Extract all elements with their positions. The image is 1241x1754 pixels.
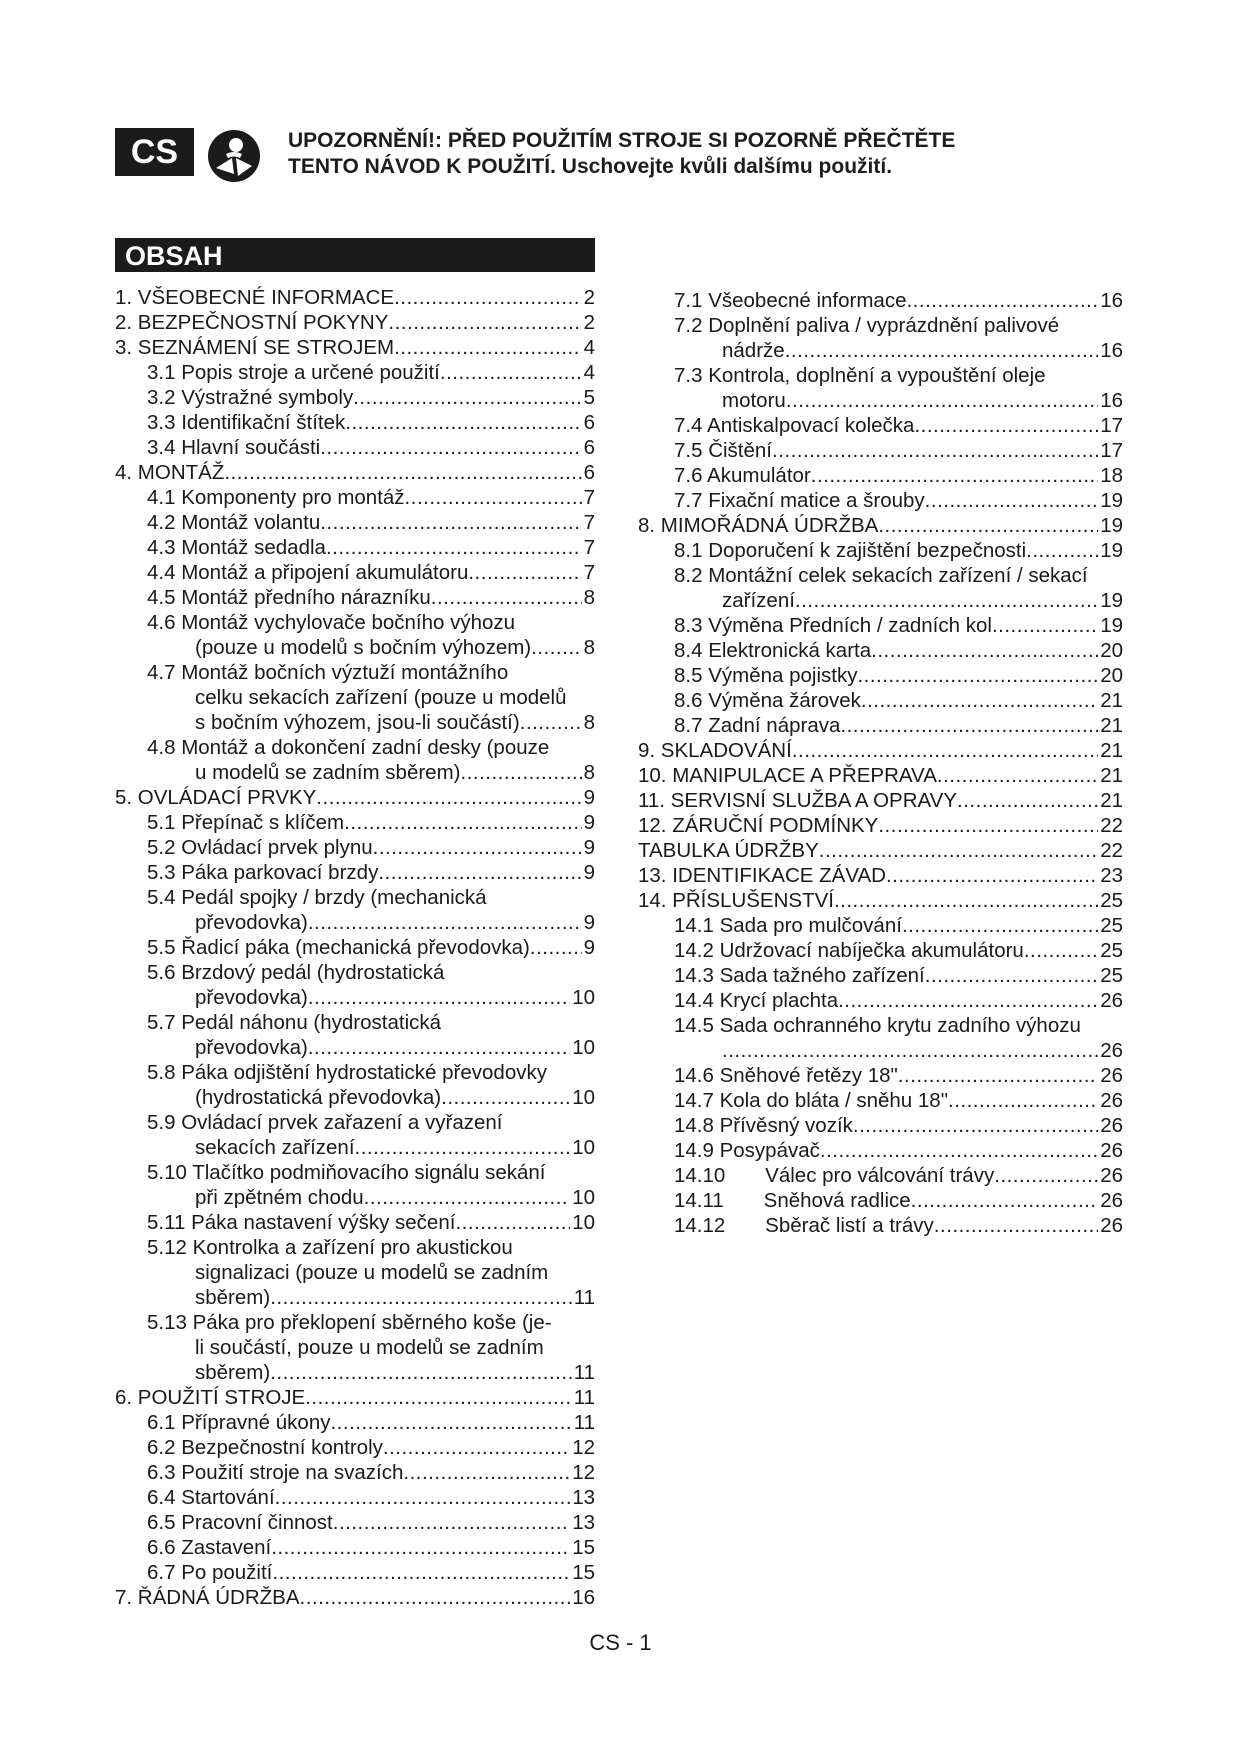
toc-entry[interactable]: 3.1 Popis stroje a určené použití ..... 4 bbox=[115, 360, 595, 385]
toc-entry[interactable]: 3.3 Identifikační štítek ..... 6 bbox=[115, 410, 595, 435]
warning-line-2: TENTO NÁVOD K POUŽITÍ. Uschovejte kvůli dalšímu použití. bbox=[288, 155, 893, 178]
read-manual-icon bbox=[206, 128, 262, 184]
toc-entry[interactable]: 6.6 Zastavení ..... 15 bbox=[115, 1535, 595, 1560]
toc-entry[interactable]: 5.5 Řadicí páka (mechanická převodovka) ..... 9 bbox=[115, 935, 595, 960]
toc-entry[interactable]: převodovka) ..... 10 bbox=[115, 985, 595, 1010]
toc-entry-text[interactable]: signalizaci (pouze u modelů se zadním bbox=[195, 1261, 549, 1284]
toc-entry[interactable]: 7.4 Antiskalpovací kolečka ..... 17 bbox=[638, 413, 1123, 438]
toc-entry[interactable]: 6.5 Pracovní činnost ..... 13 bbox=[115, 1510, 595, 1535]
toc-entry[interactable]: (hydrostatická převodovka) ..... 10 bbox=[115, 1085, 595, 1110]
toc-entry[interactable]: převodovka) ..... 9 bbox=[115, 910, 595, 935]
toc-entry[interactable]: 7.1 Všeobecné informace ..... 16 bbox=[638, 288, 1123, 313]
toc-entry-text[interactable]: 5.12 Kontrolka a zařízení pro akustickou bbox=[147, 1236, 513, 1259]
toc-entry[interactable]: 6.4 Startování ..... 13 bbox=[115, 1485, 595, 1510]
toc-entry[interactable]: 9. SKLADOVÁNÍ ..... 21 bbox=[638, 738, 1123, 763]
toc-entry[interactable]: motoru ..... 16 bbox=[638, 388, 1123, 413]
toc-entry[interactable]: 6.7 Po použití ..... 15 bbox=[115, 1560, 595, 1585]
toc-entry-text[interactable]: 5.8 Páka odjištění hydrostatické převodovky bbox=[147, 1061, 547, 1084]
toc-heading: OBSAH bbox=[115, 238, 595, 272]
toc-entry[interactable]: 8.3 Výměna Předních / zadních kol ..... 19 bbox=[638, 613, 1123, 638]
toc-entry[interactable]: 11. SERVISNÍ SLUŽBA A OPRAVY ..... 21 bbox=[638, 788, 1123, 813]
toc-entry[interactable]: 4.2 Montáž volantu ..... 7 bbox=[115, 510, 595, 535]
toc-entry[interactable]: 14. PŘÍSLUŠENSTVÍ ..... 25 bbox=[638, 888, 1123, 913]
toc-entry-text[interactable]: 4.7 Montáž bočních výztuží montážního bbox=[147, 661, 509, 684]
toc-entry-text[interactable]: 4.8 Montáž a dokončení zadní desky (pouze bbox=[147, 736, 550, 759]
toc-entry[interactable]: 3.4 Hlavní součásti ..... 6 bbox=[115, 435, 595, 460]
toc-entry[interactable]: 4.3 Montáž sedadla ..... 7 bbox=[115, 535, 595, 560]
warning-notice bbox=[288, 128, 1068, 180]
toc-entry[interactable]: 8.4 Elektronická karta ..... 20 bbox=[638, 638, 1123, 663]
toc-entry[interactable]: s bočním výhozem, jsou-li součástí) ..... 8 bbox=[115, 710, 595, 735]
toc-entry-text[interactable]: 4.6 Montáž vychylovače bočního výhozu bbox=[147, 611, 516, 634]
toc-entry[interactable]: 5. OVLÁDACÍ PRVKY ..... 9 bbox=[115, 785, 595, 810]
toc-entry[interactable]: 3.2 Výstražné symboly ..... 5 bbox=[115, 385, 595, 410]
toc-entry[interactable]: (pouze u modelů s bočním výhozem) ..... 8 bbox=[115, 635, 595, 660]
toc-entry[interactable]: 14.8 Přívěsný vozík ..... 26 bbox=[638, 1113, 1123, 1138]
language-badge: CS bbox=[115, 128, 194, 176]
toc-entry-text[interactable]: li součástí, pouze u modelů se zadním bbox=[195, 1336, 544, 1359]
toc-entry[interactable]: 4.5 Montáž předního nárazníku ..... 8 bbox=[115, 585, 595, 610]
toc-entry[interactable]: 8.5 Výměna pojistky ..... 20 bbox=[638, 663, 1123, 688]
toc-entry-text[interactable]: 5.10 Tlačítko podmiňovacího signálu sekání bbox=[147, 1161, 546, 1184]
toc-entry-text[interactable]: 8.2 Montážní celek sekacích zařízení / sekací bbox=[674, 564, 1088, 587]
toc-entry[interactable]: 12. ZÁRUČNÍ PODMÍNKY ..... 22 bbox=[638, 813, 1123, 838]
toc-entry-text[interactable]: 7.3 Kontrola, doplnění a vypouštění oleje bbox=[674, 364, 1046, 387]
toc-entry[interactable]: 7.7 Fixační matice a šrouby ..... 19 bbox=[638, 488, 1123, 513]
warning-line-1: UPOZORNĚNÍ!: PŘED POUŽITÍM STROJE SI POZORNĚ PŘEČTĚTE bbox=[288, 129, 956, 152]
toc-entry[interactable]: 8.6 Výměna žárovek ..... 21 bbox=[638, 688, 1123, 713]
toc-right-column bbox=[638, 288, 1123, 1238]
toc-entry-text[interactable]: 5.4 Pedál spojky / brzdy (mechanická bbox=[147, 886, 487, 909]
toc-entry[interactable]: 6.3 Použití stroje na svazích ..... 12 bbox=[115, 1460, 595, 1485]
toc-entry[interactable]: 1. VŠEOBECNÉ INFORMACE ..... 2 bbox=[115, 285, 595, 310]
toc-entry[interactable]: 2. BEZPEČNOSTNÍ POKYNY ..... 2 bbox=[115, 310, 595, 335]
toc-entry[interactable]: 14.1 Sada pro mulčování ..... 25 bbox=[638, 913, 1123, 938]
toc-entry[interactable]: 6. POUŽITÍ STROJE ..... 11 bbox=[115, 1385, 595, 1410]
toc-entry[interactable]: převodovka) ..... 10 bbox=[115, 1035, 595, 1060]
toc-entry-text[interactable]: 5.9 Ovládací prvek zařazení a vyřazení bbox=[147, 1111, 503, 1134]
toc-entry[interactable]: při zpětném chodu ..... 10 bbox=[115, 1185, 595, 1210]
toc-entry[interactable]: 4.4 Montáž a připojení akumulátoru ..... 7 bbox=[115, 560, 595, 585]
toc-entry[interactable]: 7.5 Čištění ..... 17 bbox=[638, 438, 1123, 463]
toc-entry[interactable]: 14.4 Krycí plachta ..... 26 bbox=[638, 988, 1123, 1013]
toc-entry[interactable]: 8. MIMOŘÁDNÁ ÚDRŽBA ..... 19 bbox=[638, 513, 1123, 538]
toc-entry[interactable]: u modelů se zadním sběrem) ..... 8 bbox=[115, 760, 595, 785]
toc-entry[interactable]: 14.2 Udržovací nabíječka akumulátoru ..... 25 bbox=[638, 938, 1123, 963]
toc-entry[interactable]: 4.1 Komponenty pro montáž ..... 7 bbox=[115, 485, 595, 510]
toc-entry[interactable]: 14.3 Sada tažného zařízení ..... 25 bbox=[638, 963, 1123, 988]
toc-entry[interactable]: zařízení ..... 19 bbox=[638, 588, 1123, 613]
toc-entry[interactable]: 14.9 Posypávač ..... 26 bbox=[638, 1138, 1123, 1163]
toc-entry[interactable]: 14.12 Sběrač listí a trávy ..... 26 bbox=[638, 1213, 1123, 1238]
toc-entry[interactable]: 5.1 Přepínač s klíčem ..... 9 bbox=[115, 810, 595, 835]
toc-entry-text[interactable]: 14.5 Sada ochranného krytu zadního výhozu bbox=[674, 1014, 1081, 1037]
toc-entry[interactable]: sběrem) ..... 11 bbox=[115, 1360, 595, 1385]
toc-entry[interactable]: 8.1 Doporučení k zajištění bezpečnosti ..... 19 bbox=[638, 538, 1123, 563]
toc-entry[interactable]: nádrže ..... 16 bbox=[638, 338, 1123, 363]
toc-entry[interactable]: 14.10 Válec pro válcování trávy ..... 26 bbox=[638, 1163, 1123, 1188]
toc-left-column bbox=[115, 285, 595, 1610]
toc-entry-text[interactable]: 5.7 Pedál náhonu (hydrostatická bbox=[147, 1011, 442, 1034]
toc-entry[interactable]: 5.2 Ovládací prvek plynu ..... 9 bbox=[115, 835, 595, 860]
toc-entry[interactable]: TABULKA ÚDRŽBY ..... 22 bbox=[638, 838, 1123, 863]
toc-entry[interactable]: 14.11 Sněhová radlice ..... 26 bbox=[638, 1188, 1123, 1213]
toc-entry-text[interactable]: 7.2 Doplnění paliva / vyprázdnění palivové bbox=[674, 314, 1060, 337]
toc-entry[interactable]: 7. ŘÁDNÁ ÚDRŽBA ..... 16 bbox=[115, 1585, 595, 1610]
toc-entry[interactable]: 3. SEZNÁMENÍ SE STROJEM ..... 4 bbox=[115, 335, 595, 360]
toc-entry[interactable]: 7.6 Akumulátor ..... 18 bbox=[638, 463, 1123, 488]
toc-entry[interactable]: 5.3 Páka parkovací brzdy ..... 9 bbox=[115, 860, 595, 885]
toc-entry-text[interactable]: celku sekacích zařízení (pouze u modelů bbox=[195, 686, 567, 709]
toc-entry-text[interactable]: 5.6 Brzdový pedál (hydrostatická bbox=[147, 961, 445, 984]
toc-entry[interactable]: 14.6 Sněhové řetězy 18" ..... 26 bbox=[638, 1063, 1123, 1088]
page-number: CS - 1 bbox=[589, 1630, 652, 1655]
toc-entry[interactable]: ..... 26 bbox=[638, 1038, 1123, 1063]
toc-entry[interactable]: 8.7 Zadní náprava ..... 21 bbox=[638, 713, 1123, 738]
toc-entry[interactable]: 4. MONTÁŽ ..... 6 bbox=[115, 460, 595, 485]
toc-entry[interactable]: 6.1 Přípravné úkony ..... 11 bbox=[115, 1410, 595, 1435]
toc-entry[interactable]: sběrem) ..... 11 bbox=[115, 1285, 595, 1310]
toc-entry[interactable]: 5.11 Páka nastavení výšky sečení ..... 10 bbox=[115, 1210, 595, 1235]
toc-entry[interactable]: 14.7 Kola do bláta / sněhu 18" ..... 26 bbox=[638, 1088, 1123, 1113]
toc-entry-text[interactable]: 5.13 Páka pro překlopení sběrného koše (je- bbox=[147, 1311, 552, 1334]
toc-entry[interactable]: sekacích zařízení ..... 10 bbox=[115, 1135, 595, 1160]
toc-entry[interactable]: 13. IDENTIFIKACE ZÁVAD ..... 23 bbox=[638, 863, 1123, 888]
toc-entry[interactable]: 6.2 Bezpečnostní kontroly ..... 12 bbox=[115, 1435, 595, 1460]
toc-entry[interactable]: 10. MANIPULACE A PŘEPRAVA ..... 21 bbox=[638, 763, 1123, 788]
